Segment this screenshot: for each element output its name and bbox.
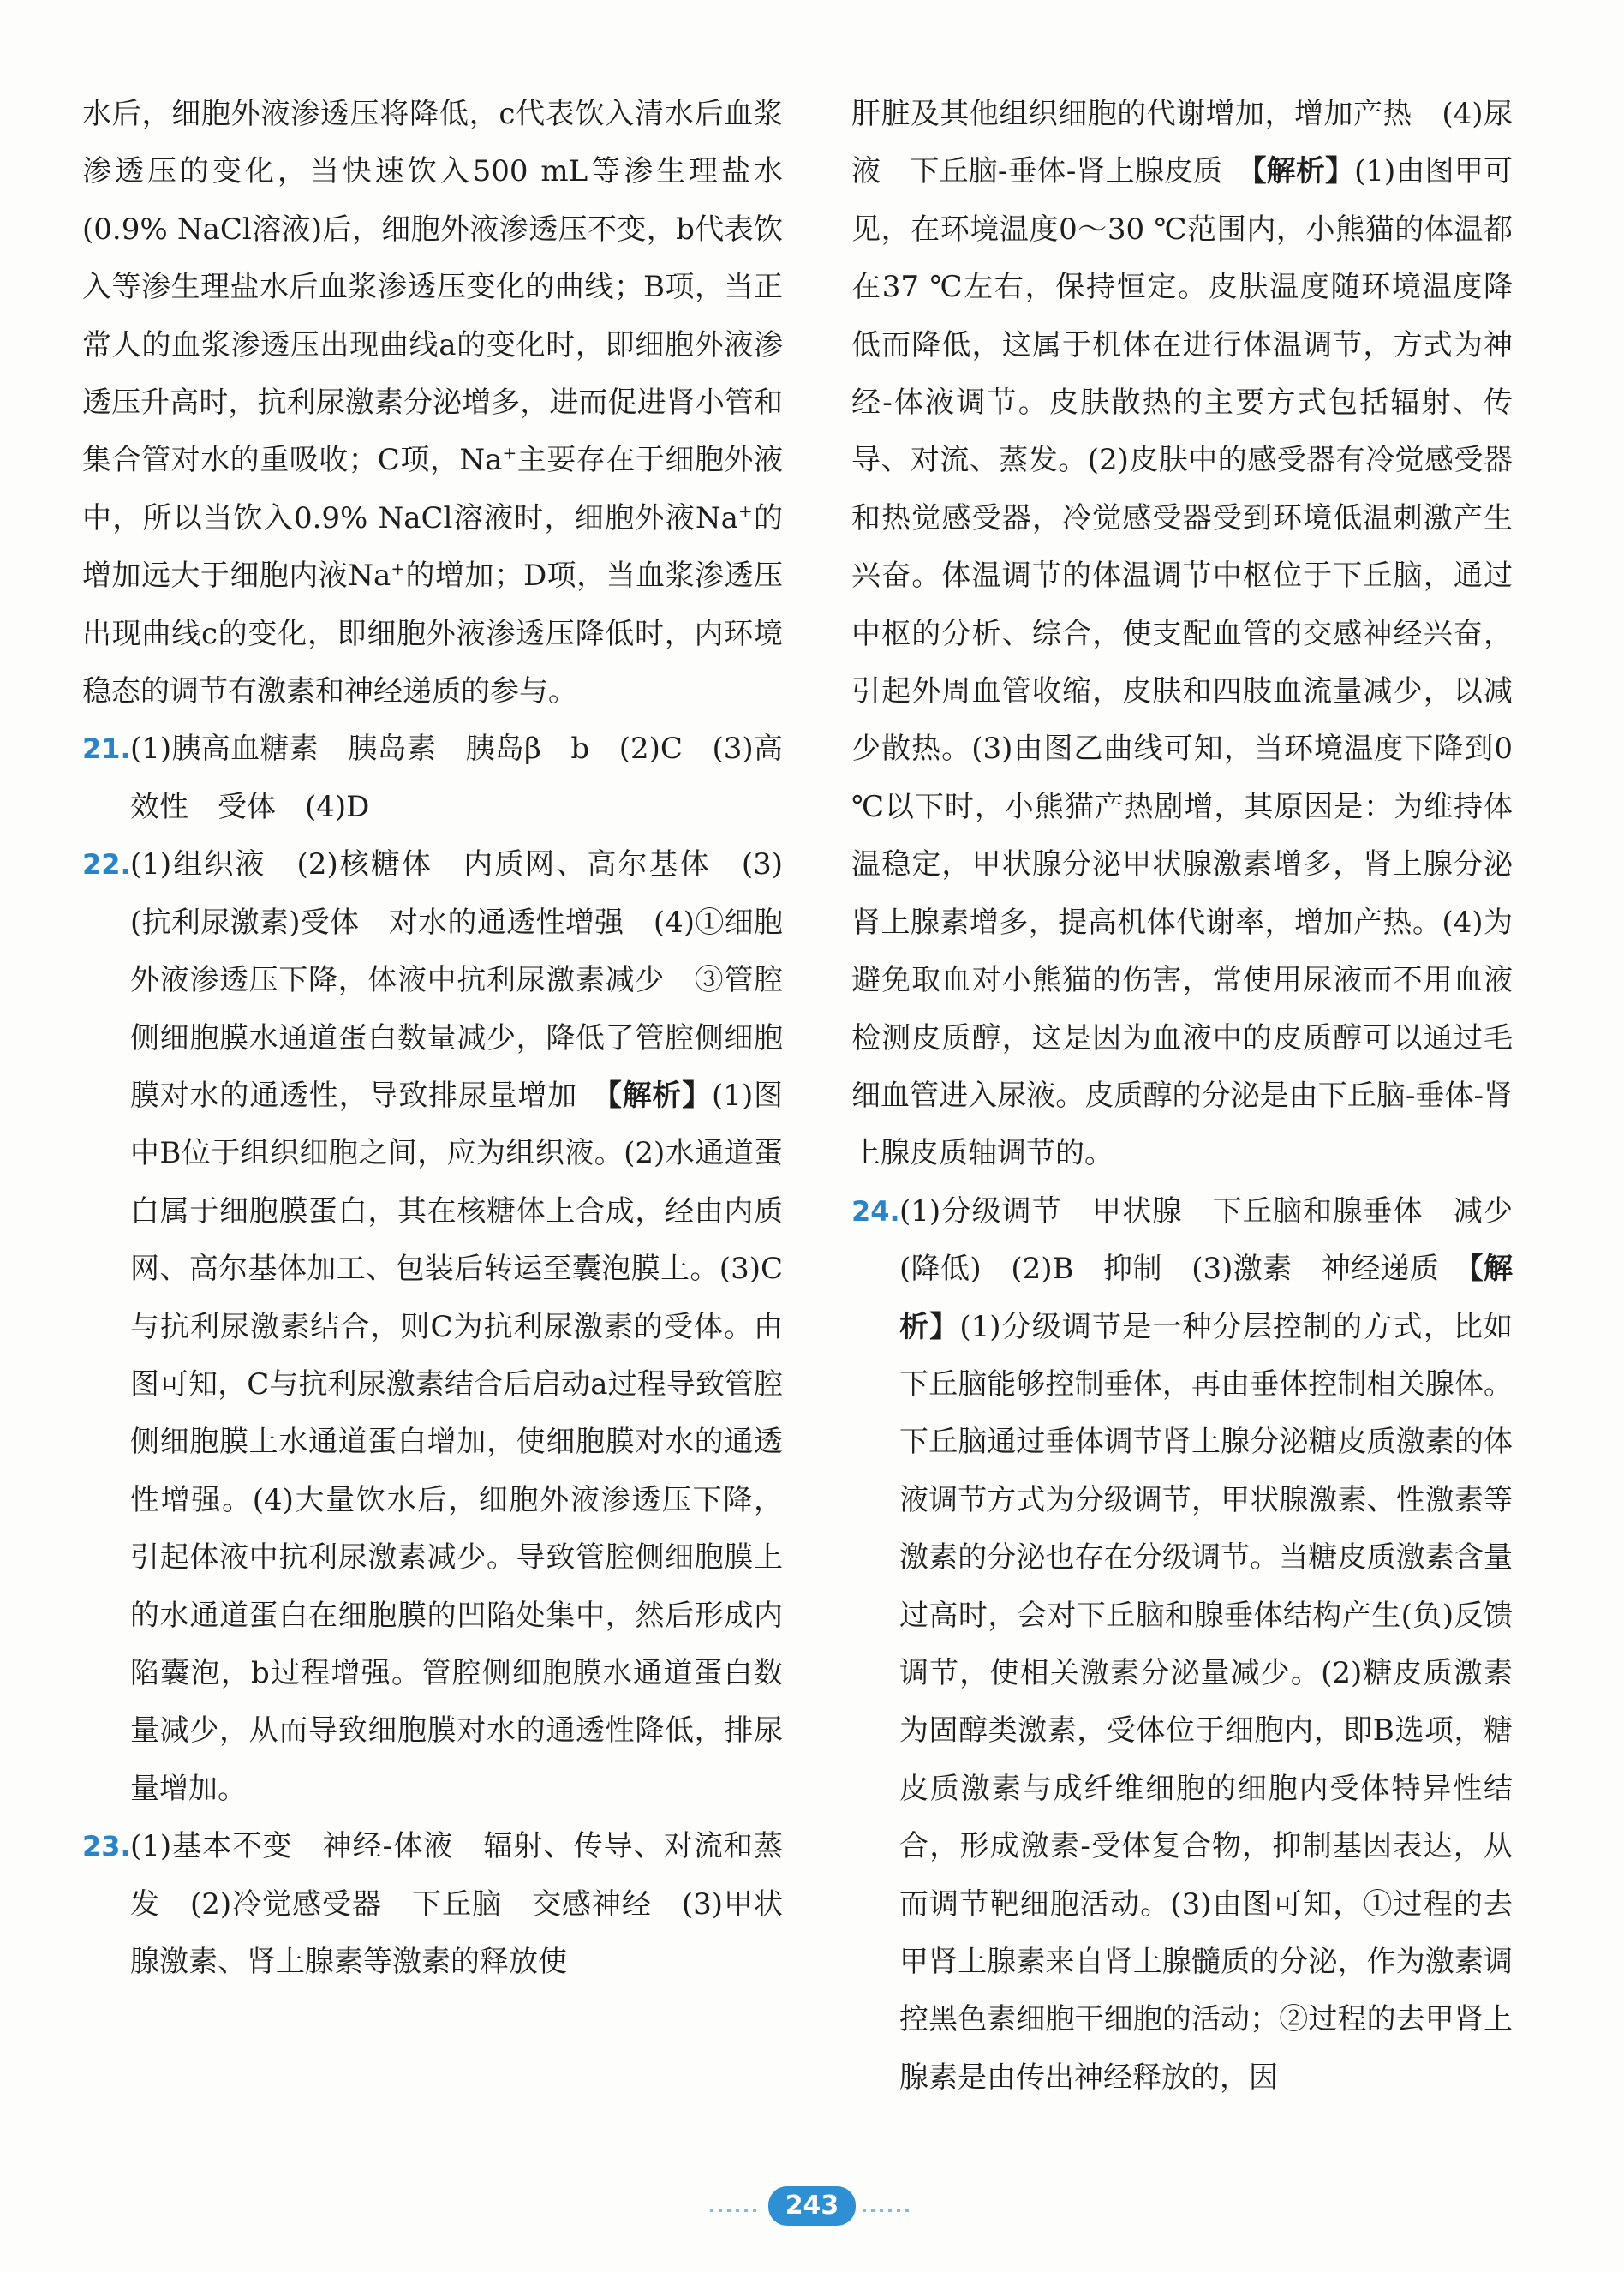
answer-23-continued: 肝脏及其他组织细胞的代谢增加，增加产热 (4)尿液 下丘脑-垂体-肾上腺皮质 【解析】(1)由图甲可见，在环境温度0～30 ℃范围内，小熊猫的体温都在37 ℃左右，保持恒定。皮肤温度随环境温度降低而降低，这属于机体在进行体温调节，方式为神经-体液调节。皮肤散热的主要方式包括辐射、传导、对流、蒸发。(2)皮肤中的感受器有冷觉感受器和热觉感受器，冷觉感受器受到环境低温刺激产生兴奋。体温调节的体温调节中枢位于下丘脑，通过中枢的分析、综合，使支配血管的交感神经兴奋，引起外周血管收缩，皮肤和四肢血流量减少，以减少散热。(3)由图乙曲线可知，当环境温度下降到0 ℃以下时，小熊猫产热剧增，其原因是：为维持体温稳定，甲状腺分泌甲状腺激素增多，肾上腺分泌肾上腺素增多，提高机体代谢率，增加产热。(4)为避免取血对小熊猫的伤害，常使用尿液而不用血液检测皮质醇，这是因为血液中的皮质醇可以通过毛细血管进入尿液。皮质醇的分泌是由下丘脑-垂体-肾上腺皮质轴调节的。: [851, 97, 1513, 1171]
right-column: [851, 86, 1513, 2107]
answer-21: 21. (1)胰高血糖素 胰岛素 胰岛β b (2)C (3)高效性 受体 (4)D: [82, 720, 783, 836]
question-number-21: 21.: [82, 732, 131, 766]
footer-dots-right: [863, 2209, 914, 2212]
answer-22: 22. (1)组织液 (2)核糖体 内质网、高尔基体 (3)(抗利尿激素)受体 对水的通透性增强 (4)①细胞外液渗透压下降，体液中抗利尿激素减少 ③管腔侧细胞膜水通道蛋白数量减少，降低了管腔侧细胞膜对水的通透性，导致排尿量增加 【解析】(1)图中B位于组织细胞之间，应为组织液。(2)水通道蛋白属于细胞膜蛋白，其在核糖体上合成，经由内质网、高尔基体加工、包装后转运至囊泡膜上。(3)C与抗利尿激素结合，则C为抗利尿激素的受体。由图可知，C与抗利尿激素结合后启动a过程导致管腔侧细胞膜上水通道蛋白增加，使细胞膜对水的通透性增强。(4)大量饮水后，细胞外液渗透压下降，引起体液中抗利尿激素减少。导致管腔侧细胞膜上的水通道蛋白在细胞膜的凹陷处集中，然后形成内陷囊泡，b过程增强。管腔侧细胞膜水通道蛋白数量减少，从而导致细胞膜对水的通透性降低，排尿量增加。: [82, 836, 783, 1818]
analysis-label: 【解析】: [899, 1252, 1513, 1344]
question-number-24: 24.: [851, 1194, 900, 1228]
analysis-label: 【解析】: [1251, 154, 1355, 189]
question-number-22: 22.: [82, 848, 131, 882]
question-number-23: 23.: [82, 1830, 131, 1863]
page-footer: [0, 2186, 1624, 2229]
page-number: 243: [768, 2186, 857, 2226]
q20-explanation-continued: 水后，细胞外液渗透压将降低，c代表饮入清水后血浆渗透压的变化，当快速饮入500 mL等渗生理盐水(0.9% NaCl溶液)后，细胞外液渗透压不变，b代表饮入等渗生理盐水后血浆渗透压变化的曲线；B项，当正常人的血浆渗透压出现曲线a的变化时，即细胞外液渗透压升高时，抗利尿激素分泌增多，进而促进肾小管和集合管对水的重吸收；C项，Na+主要存在于细胞外液中，所以当饮入0.9% NaCl溶液时，细胞外液Na+的增加远大于细胞内液Na+的增加；D项，当血浆渗透压出现曲线c的变化，即细胞外液渗透压降低时，内环境稳态的调节有激素和神经递质的参与。: [82, 97, 784, 709]
analysis-label: 【解析】: [606, 1078, 713, 1113]
answer-23: 23. (1)基本不变 神经-体液 辐射、传导、对流和蒸发 (2)冷觉感受器 下丘脑 交感神经 (3)甲状腺激素、肾上腺素等激素的释放使: [82, 1818, 783, 1991]
left-column: [82, 86, 783, 1991]
answer-24: 24. (1)分级调节 甲状腺 下丘脑和腺垂体 减少(降低) (2)B 抑制 (3)激素 神经递质 【解析】(1)分级调节是一种分层控制的方式，比如下丘脑能够控制垂体，再由垂体控制相关腺体。下丘脑通过垂体调节肾上腺分泌糖皮质激素的体液调节方式为分级调节，甲状腺激素、性激素等激素的分泌也存在分级调节。当糖皮质激素含量过高时，会对下丘脑和腺垂体结构产生(负)反馈调节，使相关激素分泌量减少。(2)糖皮质激素为固醇类激素，受体位于细胞内，即B选项，糖皮质激素与成纤维细胞的细胞内受体特异性结合，形成激素-受体复合物，抑制基因表达，从而调节靶细胞活动。(3)由图可知，①过程的去甲肾上腺素来自肾上腺髓质的分泌，作为激素调控黑色素细胞干细胞的活动；②过程的去甲肾上腺素是由传出神经释放的，因: [851, 1183, 1513, 2108]
footer-dots-left: [710, 2209, 761, 2212]
